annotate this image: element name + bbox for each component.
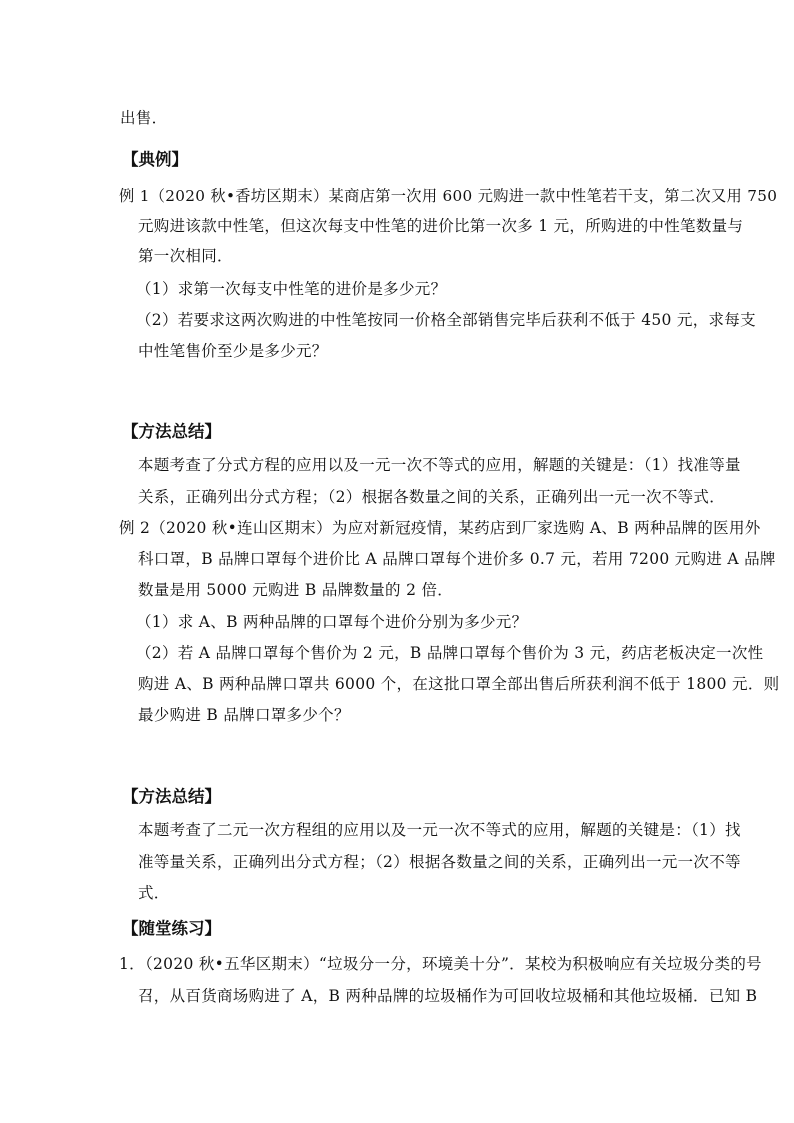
section-practice-heading: 【随堂练习】 (122, 919, 221, 938)
example-2-question-2-line-3: 最少购进 B 品牌口罩多少个？ (138, 706, 350, 724)
method-summary-2-line-1: 本题考查了二元一次方程组的应用以及一元一次不等式的应用，解题的关键是：（1）找 (138, 821, 741, 839)
section-example-heading: 【典例】 (122, 150, 188, 169)
method-summary-2-heading: 【方法总结】 (122, 787, 221, 806)
method-summary-2-line-3: 式． (138, 884, 170, 902)
example-2-question-2-line-2: 购进 A、B 两种品牌口罩共 6000 个，在这批口罩全部出售后所获利润不低于 1800 元．则 (138, 675, 780, 693)
example-2-line-1: 例 2（2020 秋•连山区期末）为应对新冠疫情，某药店到厂家选购 A、B 两种品牌的医用外 (119, 519, 761, 537)
example-1-line-3: 第一次相同． (138, 247, 233, 265)
practice-1-line-2: 召，从百货商场购进了 A，B 两种品牌的垃圾桶作为可回收垃圾桶和其他垃圾桶．已知 B (138, 987, 758, 1005)
method-summary-2-line-2: 准等量关系，正确列出分式方程；（2）根据各数量之间的关系，正确列出一元一次不等 (138, 853, 741, 871)
intro-line: 出售． (120, 109, 168, 127)
method-summary-1-line-1: 本题考查了分式方程的应用以及一元一次不等式的应用，解题的关键是：（1）找准等量 (138, 456, 741, 474)
practice-1-line-1: 1．（2020 秋•五华区期末）“垃圾分一分，环境美十分”．某校为积极响应有关垃圾分类的号 (119, 955, 762, 973)
method-summary-1-heading: 【方法总结】 (122, 422, 221, 441)
example-1-line-1: 例 1（2020 秋•香坊区期末）某商店第一次用 600 元购进一款中性笔若干支，第二次又用 750 (119, 187, 778, 205)
method-summary-1-line-2: 关系，正确列出分式方程；（2）根据各数量之间的关系，正确列出一元一次不等式． (138, 488, 726, 506)
example-1-question-2-line-1: （2）若要求这两次购进的中性笔按同一价格全部销售完毕后获利不低于 450 元，求每支 (136, 311, 756, 329)
example-2-question-1: （1）求 A、B 两种品牌的口罩每个进价分别为多少元？ (136, 613, 528, 631)
example-2-question-2-line-1: （2）若 A 品牌口罩每个售价为 2 元，B 品牌口罩每个售价为 3 元，药店老板决定一次性 (136, 644, 764, 662)
example-2-line-2: 科口罩，B 品牌口罩每个进价比 A 品牌口罩每个进价多 0.7 元，若用 7200 元购进 A 品牌 (138, 550, 776, 568)
example-1-line-2: 元购进该款中性笔，但这次每支中性笔的进价比第一次多 1 元，所购进的中性笔数量与 (138, 217, 744, 235)
example-1-question-1: （1）求第一次每支中性笔的进价是多少元？ (136, 280, 447, 298)
example-1-question-2-line-2: 中性笔售价至少是多少元？ (138, 342, 328, 360)
example-2-line-3: 数量是用 5000 元购进 B 品牌数量的 2 倍． (138, 581, 454, 599)
